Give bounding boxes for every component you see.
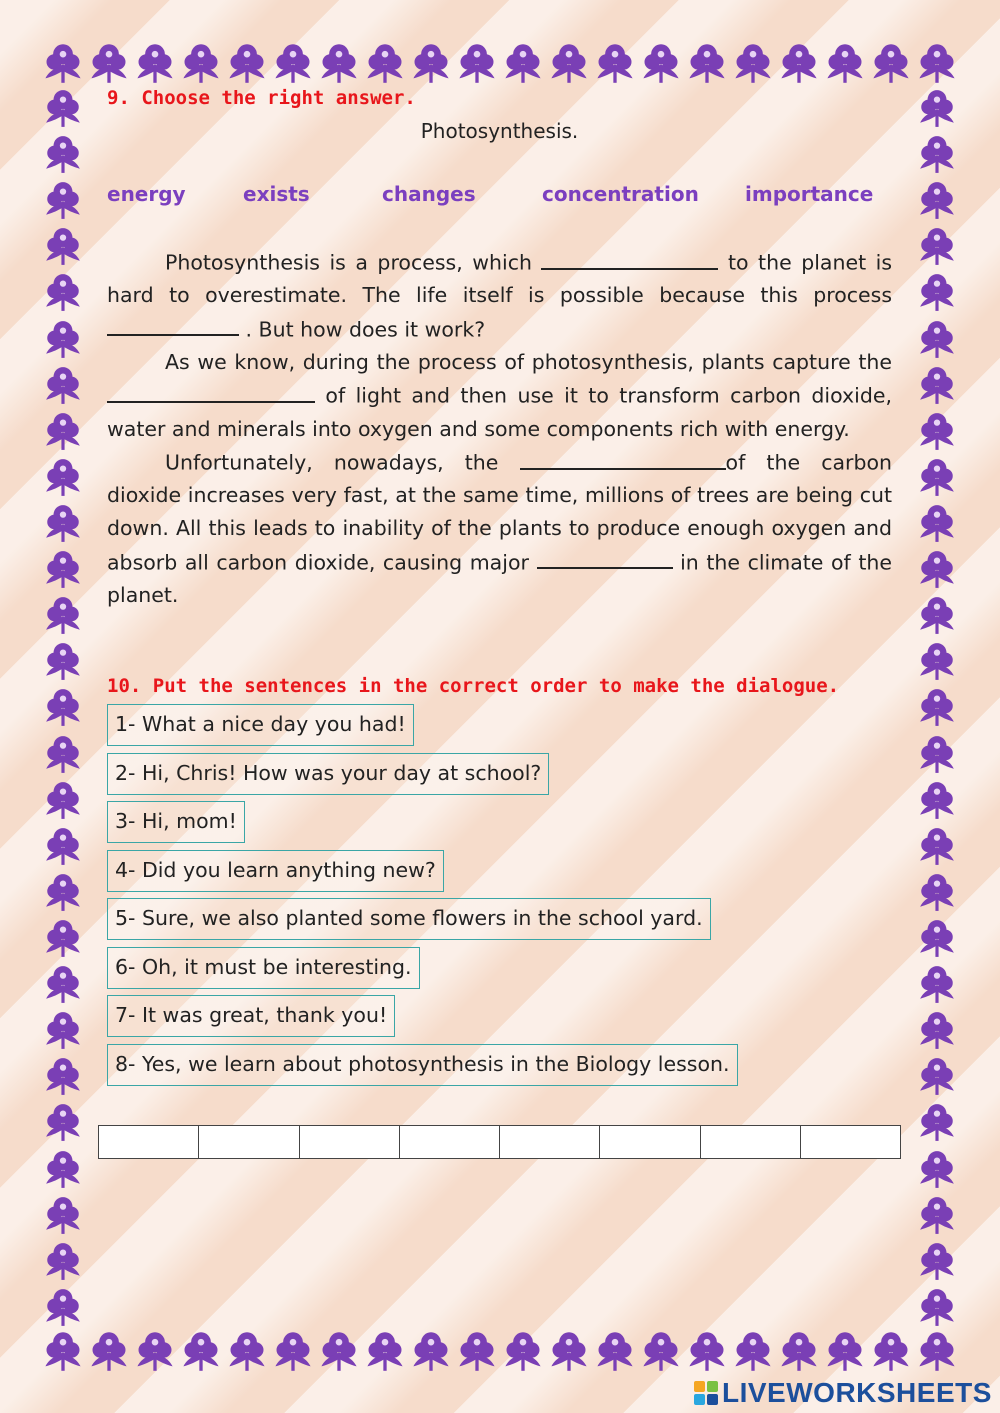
flower-icon	[408, 1326, 454, 1376]
flower-icon	[912, 961, 962, 1007]
flower-icon	[592, 1326, 638, 1376]
exercise-9-heading: 9. Choose the right answer.	[107, 87, 416, 109]
dialogue-sentence[interactable]: 5- Sure, we also planted some flowers in the school yard.	[107, 898, 711, 940]
flower-icon	[912, 684, 962, 730]
flower-icon	[38, 177, 88, 223]
flower-icon	[362, 38, 408, 88]
flower-icon	[38, 269, 88, 315]
paragraph-3: Unfortunately, nowadays, the of the carbon dioxide increases very fast, at the same time, millions of trees are being cut down. All this leads to inability of the plants to produce enough oxygen and absorb all carbon dioxide, causing major in the climate of the planet.	[107, 445, 892, 611]
flower-icon	[822, 1326, 868, 1376]
brand-name: LIVEWORKSHEETS	[722, 1377, 992, 1408]
flower-icon	[38, 500, 88, 546]
flower-border-top	[40, 38, 960, 88]
flower-icon	[912, 223, 962, 269]
word-bank-item[interactable]: changes	[382, 182, 476, 206]
flower-icon	[38, 592, 88, 638]
flower-icon	[38, 869, 88, 915]
flower-icon	[38, 777, 88, 823]
flower-icon	[912, 592, 962, 638]
flower-icon	[868, 38, 914, 88]
flower-icon	[912, 454, 962, 500]
flower-border-right	[912, 85, 962, 1330]
flower-icon	[912, 362, 962, 408]
dialogue-sentence[interactable]: 6- Oh, it must be interesting.	[107, 947, 420, 989]
word-bank-item[interactable]: importance	[745, 182, 874, 206]
flower-icon	[178, 38, 224, 88]
flower-icon	[912, 1099, 962, 1145]
answer-cell[interactable]	[99, 1126, 199, 1158]
flower-icon	[38, 1238, 88, 1284]
flower-icon	[38, 1053, 88, 1099]
answer-cell[interactable]	[300, 1126, 400, 1158]
flower-icon	[270, 38, 316, 88]
liveworksheets-logo-icon	[694, 1381, 718, 1405]
blank-2[interactable]	[107, 312, 239, 337]
answer-order-grid	[98, 1125, 901, 1159]
flower-icon	[38, 1007, 88, 1053]
flower-icon	[86, 1326, 132, 1376]
flower-border-bottom	[40, 1326, 960, 1376]
flower-icon	[362, 1326, 408, 1376]
flower-icon	[38, 961, 88, 1007]
flower-icon	[684, 38, 730, 88]
flower-icon	[38, 1284, 88, 1330]
word-bank-item[interactable]: concentration	[542, 182, 699, 206]
blank-5[interactable]	[537, 545, 673, 570]
flower-icon	[912, 131, 962, 177]
flower-icon	[38, 638, 88, 684]
flower-icon	[178, 1326, 224, 1376]
flower-icon	[40, 38, 86, 88]
flower-icon	[132, 1326, 178, 1376]
flower-icon	[500, 1326, 546, 1376]
flower-border-left	[38, 85, 88, 1330]
flower-icon	[912, 777, 962, 823]
exercise-10-heading: 10. Put the sentences in the correct order to make the dialogue.	[107, 675, 840, 697]
flower-icon	[224, 1326, 270, 1376]
answer-cell[interactable]	[199, 1126, 299, 1158]
flower-icon	[500, 38, 546, 88]
flower-icon	[224, 38, 270, 88]
flower-icon	[912, 823, 962, 869]
flower-icon	[912, 85, 962, 131]
flower-icon	[454, 38, 500, 88]
blank-4[interactable]	[520, 445, 726, 470]
flower-icon	[912, 915, 962, 961]
flower-icon	[912, 316, 962, 362]
flower-icon	[868, 1326, 914, 1376]
flower-icon	[38, 546, 88, 592]
flower-icon	[776, 38, 822, 88]
flower-icon	[912, 500, 962, 546]
flower-icon	[912, 638, 962, 684]
flower-icon	[38, 223, 88, 269]
flower-icon	[86, 38, 132, 88]
flower-icon	[38, 316, 88, 362]
flower-icon	[132, 38, 178, 88]
paragraph-2: As we know, during the process of photosynthesis, plants capture the of light and then use it to transform carbon dioxide, water and minerals into oxygen and some components rich with energy.	[107, 349, 892, 441]
flower-icon	[912, 1238, 962, 1284]
flower-icon	[912, 869, 962, 915]
flower-icon	[912, 1284, 962, 1330]
flower-icon	[914, 1326, 960, 1376]
flower-icon	[684, 1326, 730, 1376]
flower-icon	[776, 1326, 822, 1376]
word-bank-item[interactable]: energy	[107, 182, 186, 206]
flower-icon	[38, 731, 88, 777]
dialogue-sentence[interactable]: 2- Hi, Chris! How was your day at school?	[107, 753, 549, 795]
flower-icon	[592, 38, 638, 88]
dialogue-sentence[interactable]: 4- Did you learn anything new?	[107, 850, 444, 892]
answer-cell[interactable]	[701, 1126, 801, 1158]
answer-cell[interactable]	[500, 1126, 600, 1158]
flower-icon	[38, 1146, 88, 1192]
flower-icon	[912, 269, 962, 315]
flower-icon	[912, 1146, 962, 1192]
liveworksheets-logo	[694, 1376, 992, 1410]
flower-icon	[912, 177, 962, 223]
flower-icon	[38, 823, 88, 869]
flower-icon	[912, 1007, 962, 1053]
answer-cell[interactable]	[600, 1126, 700, 1158]
flower-icon	[546, 38, 592, 88]
flower-icon	[638, 38, 684, 88]
passage-title: Photosynthesis.	[420, 119, 579, 143]
flower-icon	[38, 915, 88, 961]
flower-icon	[38, 85, 88, 131]
flower-icon	[40, 1326, 86, 1376]
word-bank-item[interactable]: exists	[243, 182, 310, 206]
flower-icon	[912, 731, 962, 777]
flower-icon	[912, 546, 962, 592]
flower-icon	[38, 454, 88, 500]
paragraph-1: Photosynthesis is a process, which to the planet is hard to overestimate. The life itself is possible because this process . But how does it work?	[107, 245, 892, 346]
flower-icon	[730, 1326, 776, 1376]
answer-cell[interactable]	[801, 1126, 900, 1158]
flower-icon	[912, 1053, 962, 1099]
dialogue-sentence[interactable]: 8- Yes, we learn about photosynthesis in the Biology lesson.	[107, 1044, 738, 1086]
passage	[107, 245, 892, 611]
flower-icon	[454, 1326, 500, 1376]
flower-icon	[38, 1099, 88, 1145]
flower-icon	[38, 684, 88, 730]
blank-1[interactable]	[541, 245, 718, 270]
dialogue-sentence[interactable]: 1- What a nice day you had!	[107, 704, 414, 746]
flower-icon	[912, 408, 962, 454]
answer-cell[interactable]	[400, 1126, 500, 1158]
flower-icon	[316, 38, 362, 88]
flower-icon	[730, 38, 776, 88]
flower-icon	[38, 362, 88, 408]
flower-icon	[270, 1326, 316, 1376]
flower-icon	[408, 38, 454, 88]
dialogue-sentence[interactable]: 7- It was great, thank you!	[107, 995, 395, 1037]
flower-icon	[822, 38, 868, 88]
dialogue-sentence[interactable]: 3- Hi, mom!	[107, 801, 245, 843]
flower-icon	[38, 131, 88, 177]
flower-icon	[546, 1326, 592, 1376]
flower-icon	[316, 1326, 362, 1376]
flower-icon	[912, 1192, 962, 1238]
flower-icon	[38, 1192, 88, 1238]
flower-icon	[638, 1326, 684, 1376]
flower-icon	[38, 408, 88, 454]
blank-3[interactable]	[107, 378, 315, 403]
flower-icon	[914, 38, 960, 88]
